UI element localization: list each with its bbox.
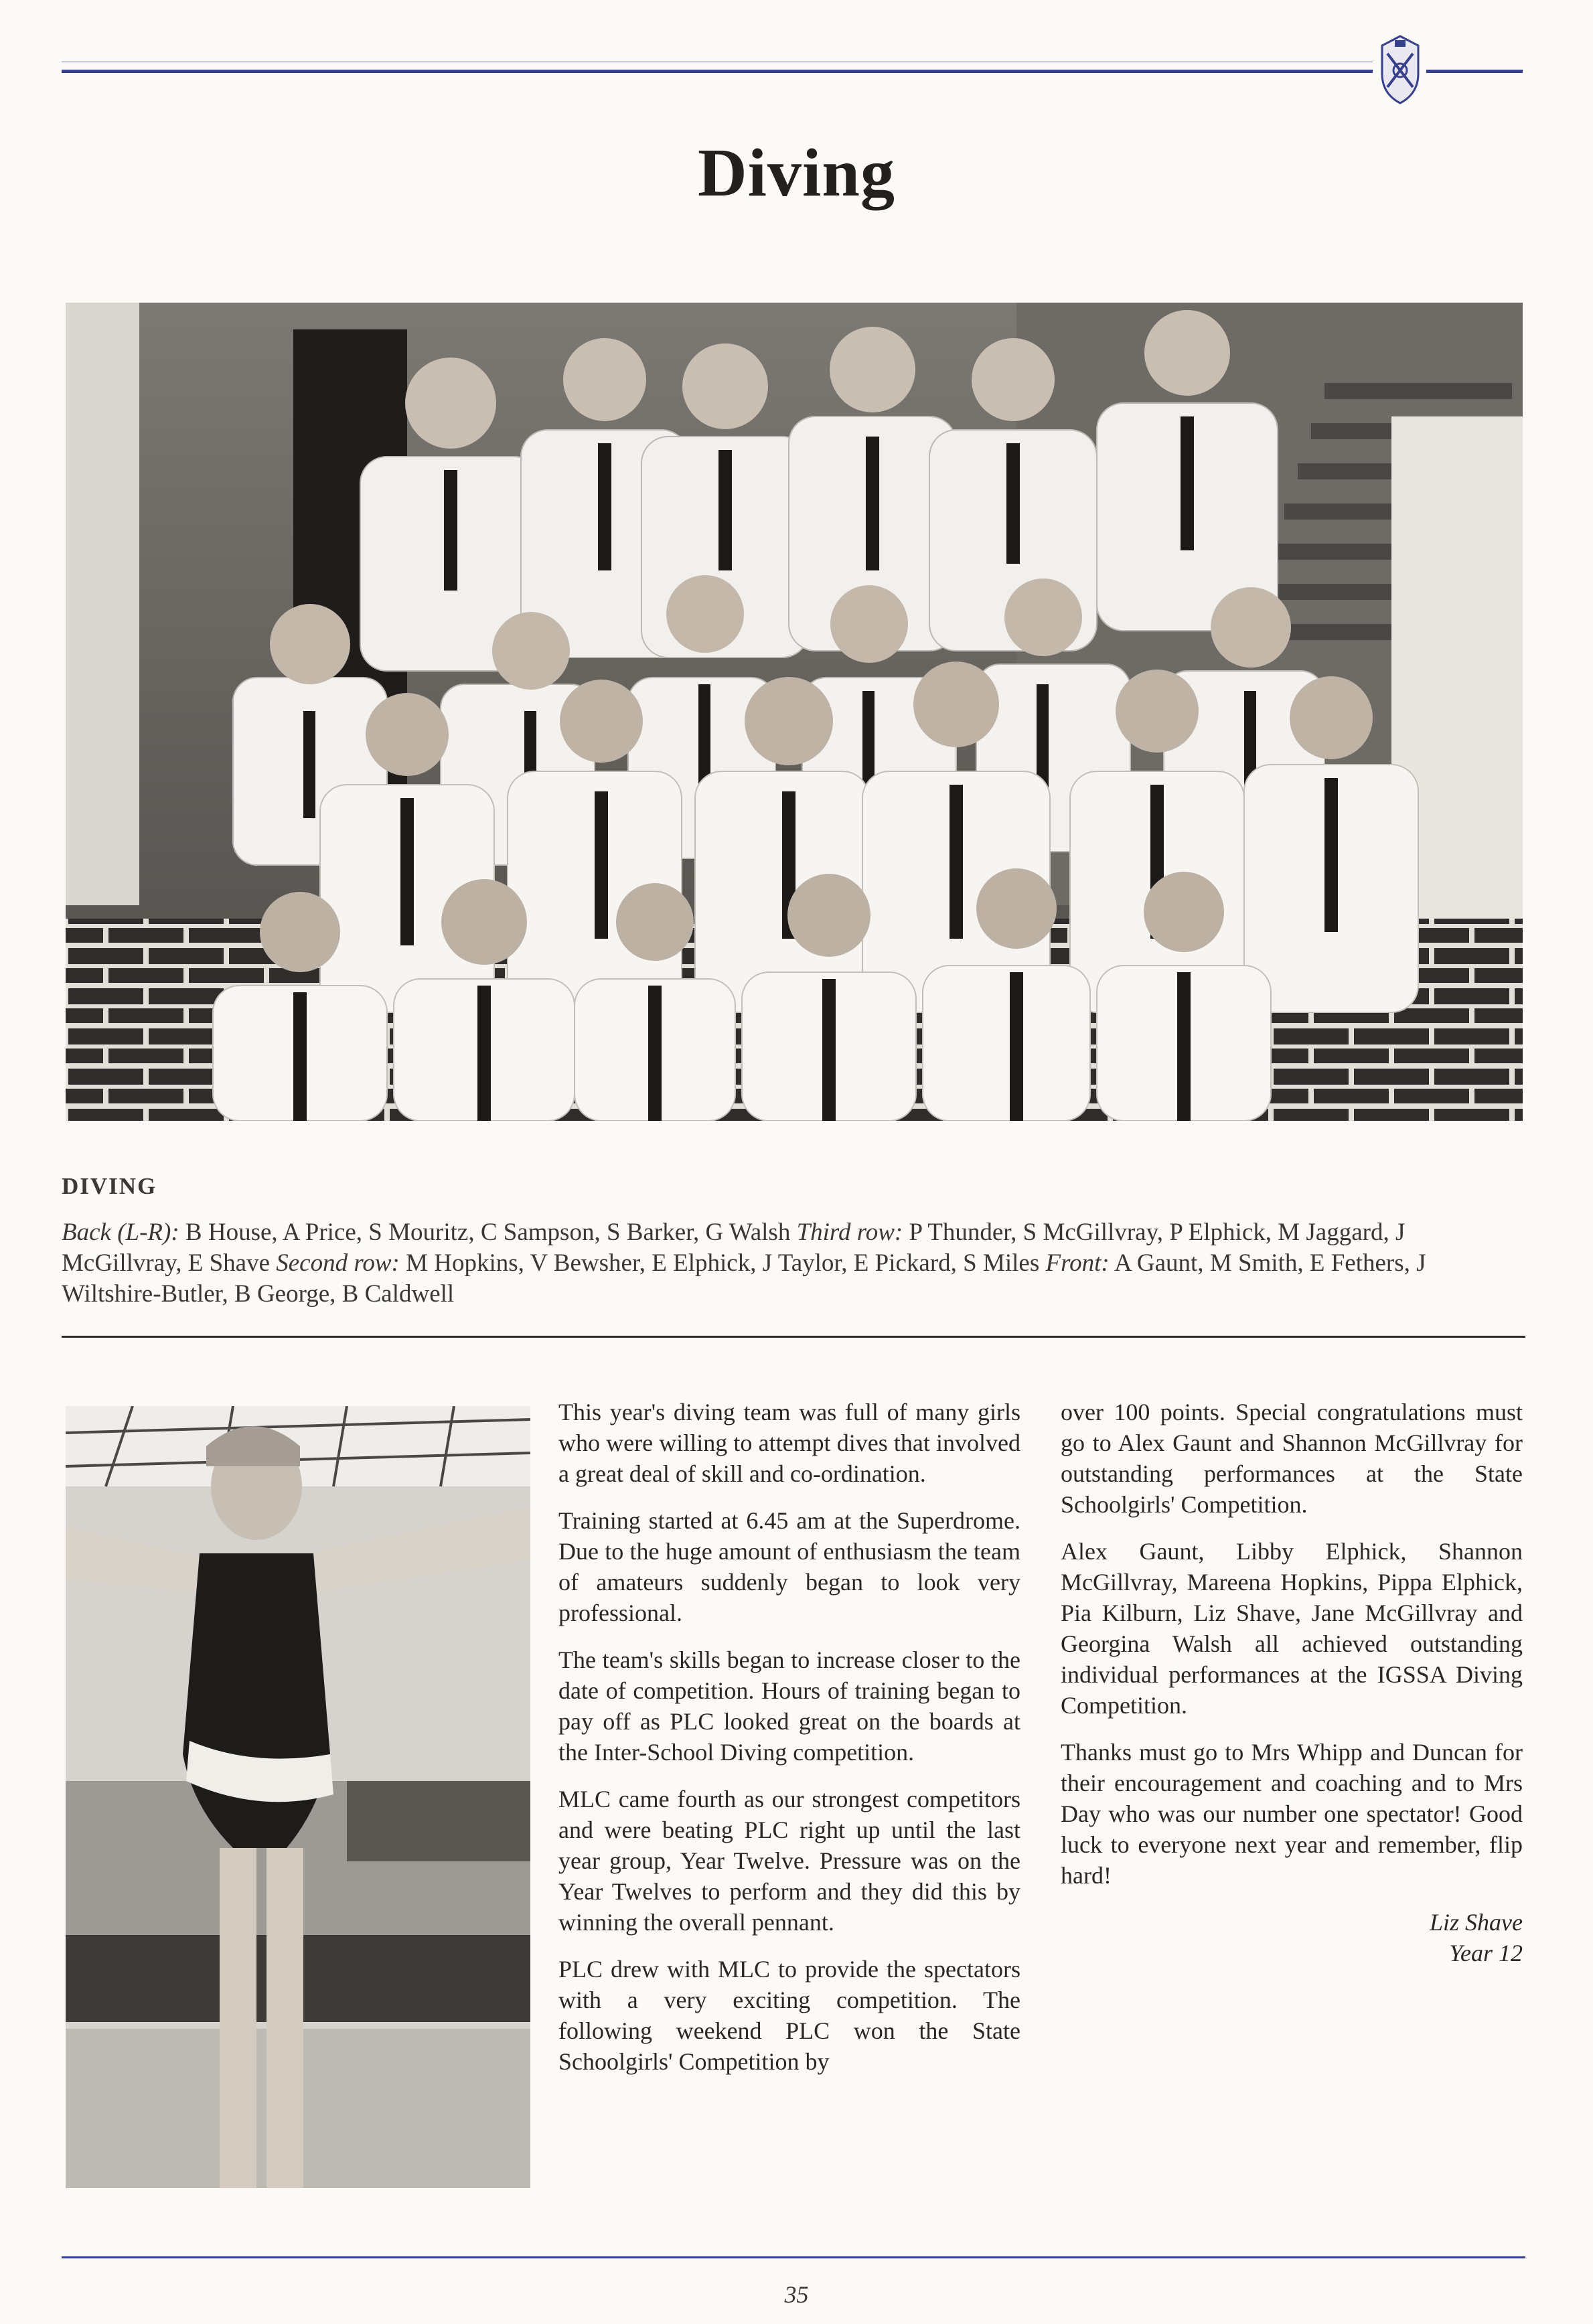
page-number: 35 xyxy=(784,2281,809,2308)
team-photo xyxy=(66,303,1523,1121)
team-photo-image xyxy=(66,303,1523,1121)
article-paragraph: Alex Gaunt, Libby Elphick, Shannon McGillvray, Mareena Hopkins, Pippa Elphick, Pia Kilburn, Liz Shave, Jane McGillvray and Georgina Walsh all achieved outstanding individual performances at the IGSSA Diving Competition. xyxy=(1061,1538,1523,1719)
diver-photo-image xyxy=(66,1406,530,2188)
caption-second-label: Second row: xyxy=(276,1249,400,1277)
caption-third-label: Third row: xyxy=(796,1219,903,1246)
caption-back-label: Back (L-R): xyxy=(62,1219,179,1246)
diver-photo xyxy=(66,1406,530,2188)
author-name: Liz Shave xyxy=(1430,1909,1523,1936)
section-divider xyxy=(62,1336,1525,1338)
article-paragraph: Thanks must go to Mrs Whipp and Duncan for their encouragement and coaching and to Mrs Day who was our number one spectator! Good luck to everyone next year and remember, flip hard! xyxy=(1061,1739,1523,1889)
caption-second-names: M Hopkins, V Bewsher, E Elphick, J Taylor, E Pickard, S Miles xyxy=(399,1249,1046,1277)
author-signature xyxy=(1061,1907,1523,1968)
caption-heading: DIVING xyxy=(62,1173,157,1199)
article-column-2 xyxy=(1061,1397,1523,1985)
caption-back-names: B House, A Price, S Mouritz, C Sampson, S Barker, G Walsh xyxy=(179,1219,797,1246)
article-paragraph: PLC drew with MLC to provide the spectators with a very exciting competition. The following weekend PLC won the State Schoolgirls' Competition by xyxy=(558,1956,1020,2075)
article-paragraph: This year's diving team was full of many girls who were willing to attempt dives that involved a great deal of skill and co-ordination. xyxy=(558,1399,1020,1487)
article-column-1 xyxy=(558,1397,1020,2093)
school-crest-icon xyxy=(1378,33,1422,107)
footer-rule xyxy=(62,2256,1525,2258)
team-caption xyxy=(62,1217,1525,1310)
header-rule xyxy=(62,70,1373,73)
caption-front-names: A Gaunt, M Smith, E Fethers, J Wiltshire-Butler, B George, B Caldwell xyxy=(62,1249,1426,1308)
article-paragraph: The team's skills began to increase closer to the date of competition. Hours of training began to pay off as PLC looked great on the boards at the Inter-School Diving competition. xyxy=(558,1646,1020,1766)
header-rule-right xyxy=(1426,70,1523,73)
article-paragraph: over 100 points. Special congratulations must go to Alex Gaunt and Shannon McGillvray for outstanding performances at the State Schoolgirls' Competition. xyxy=(1061,1399,1523,1518)
author-year: Year 12 xyxy=(1449,1940,1523,1966)
article-paragraph: MLC came fourth as our strongest competitors and were beating PLC right up until the last year group, Year Twelve. Pressure was on the Year Twelves to perform and they did this by winning the overall pennant. xyxy=(558,1786,1020,1936)
caption-front-label: Front: xyxy=(1045,1249,1110,1277)
page-title: Diving xyxy=(697,135,896,211)
article-paragraph: Training started at 6.45 am at the Superdrome. Due to the huge amount of enthusiasm the team of amateurs suddenly began to look very professional. xyxy=(558,1507,1020,1626)
caption-third-names: P Thunder, S McGillvray, P Elphick, M Jaggard, J McGillvray, E Shave xyxy=(62,1219,1406,1277)
